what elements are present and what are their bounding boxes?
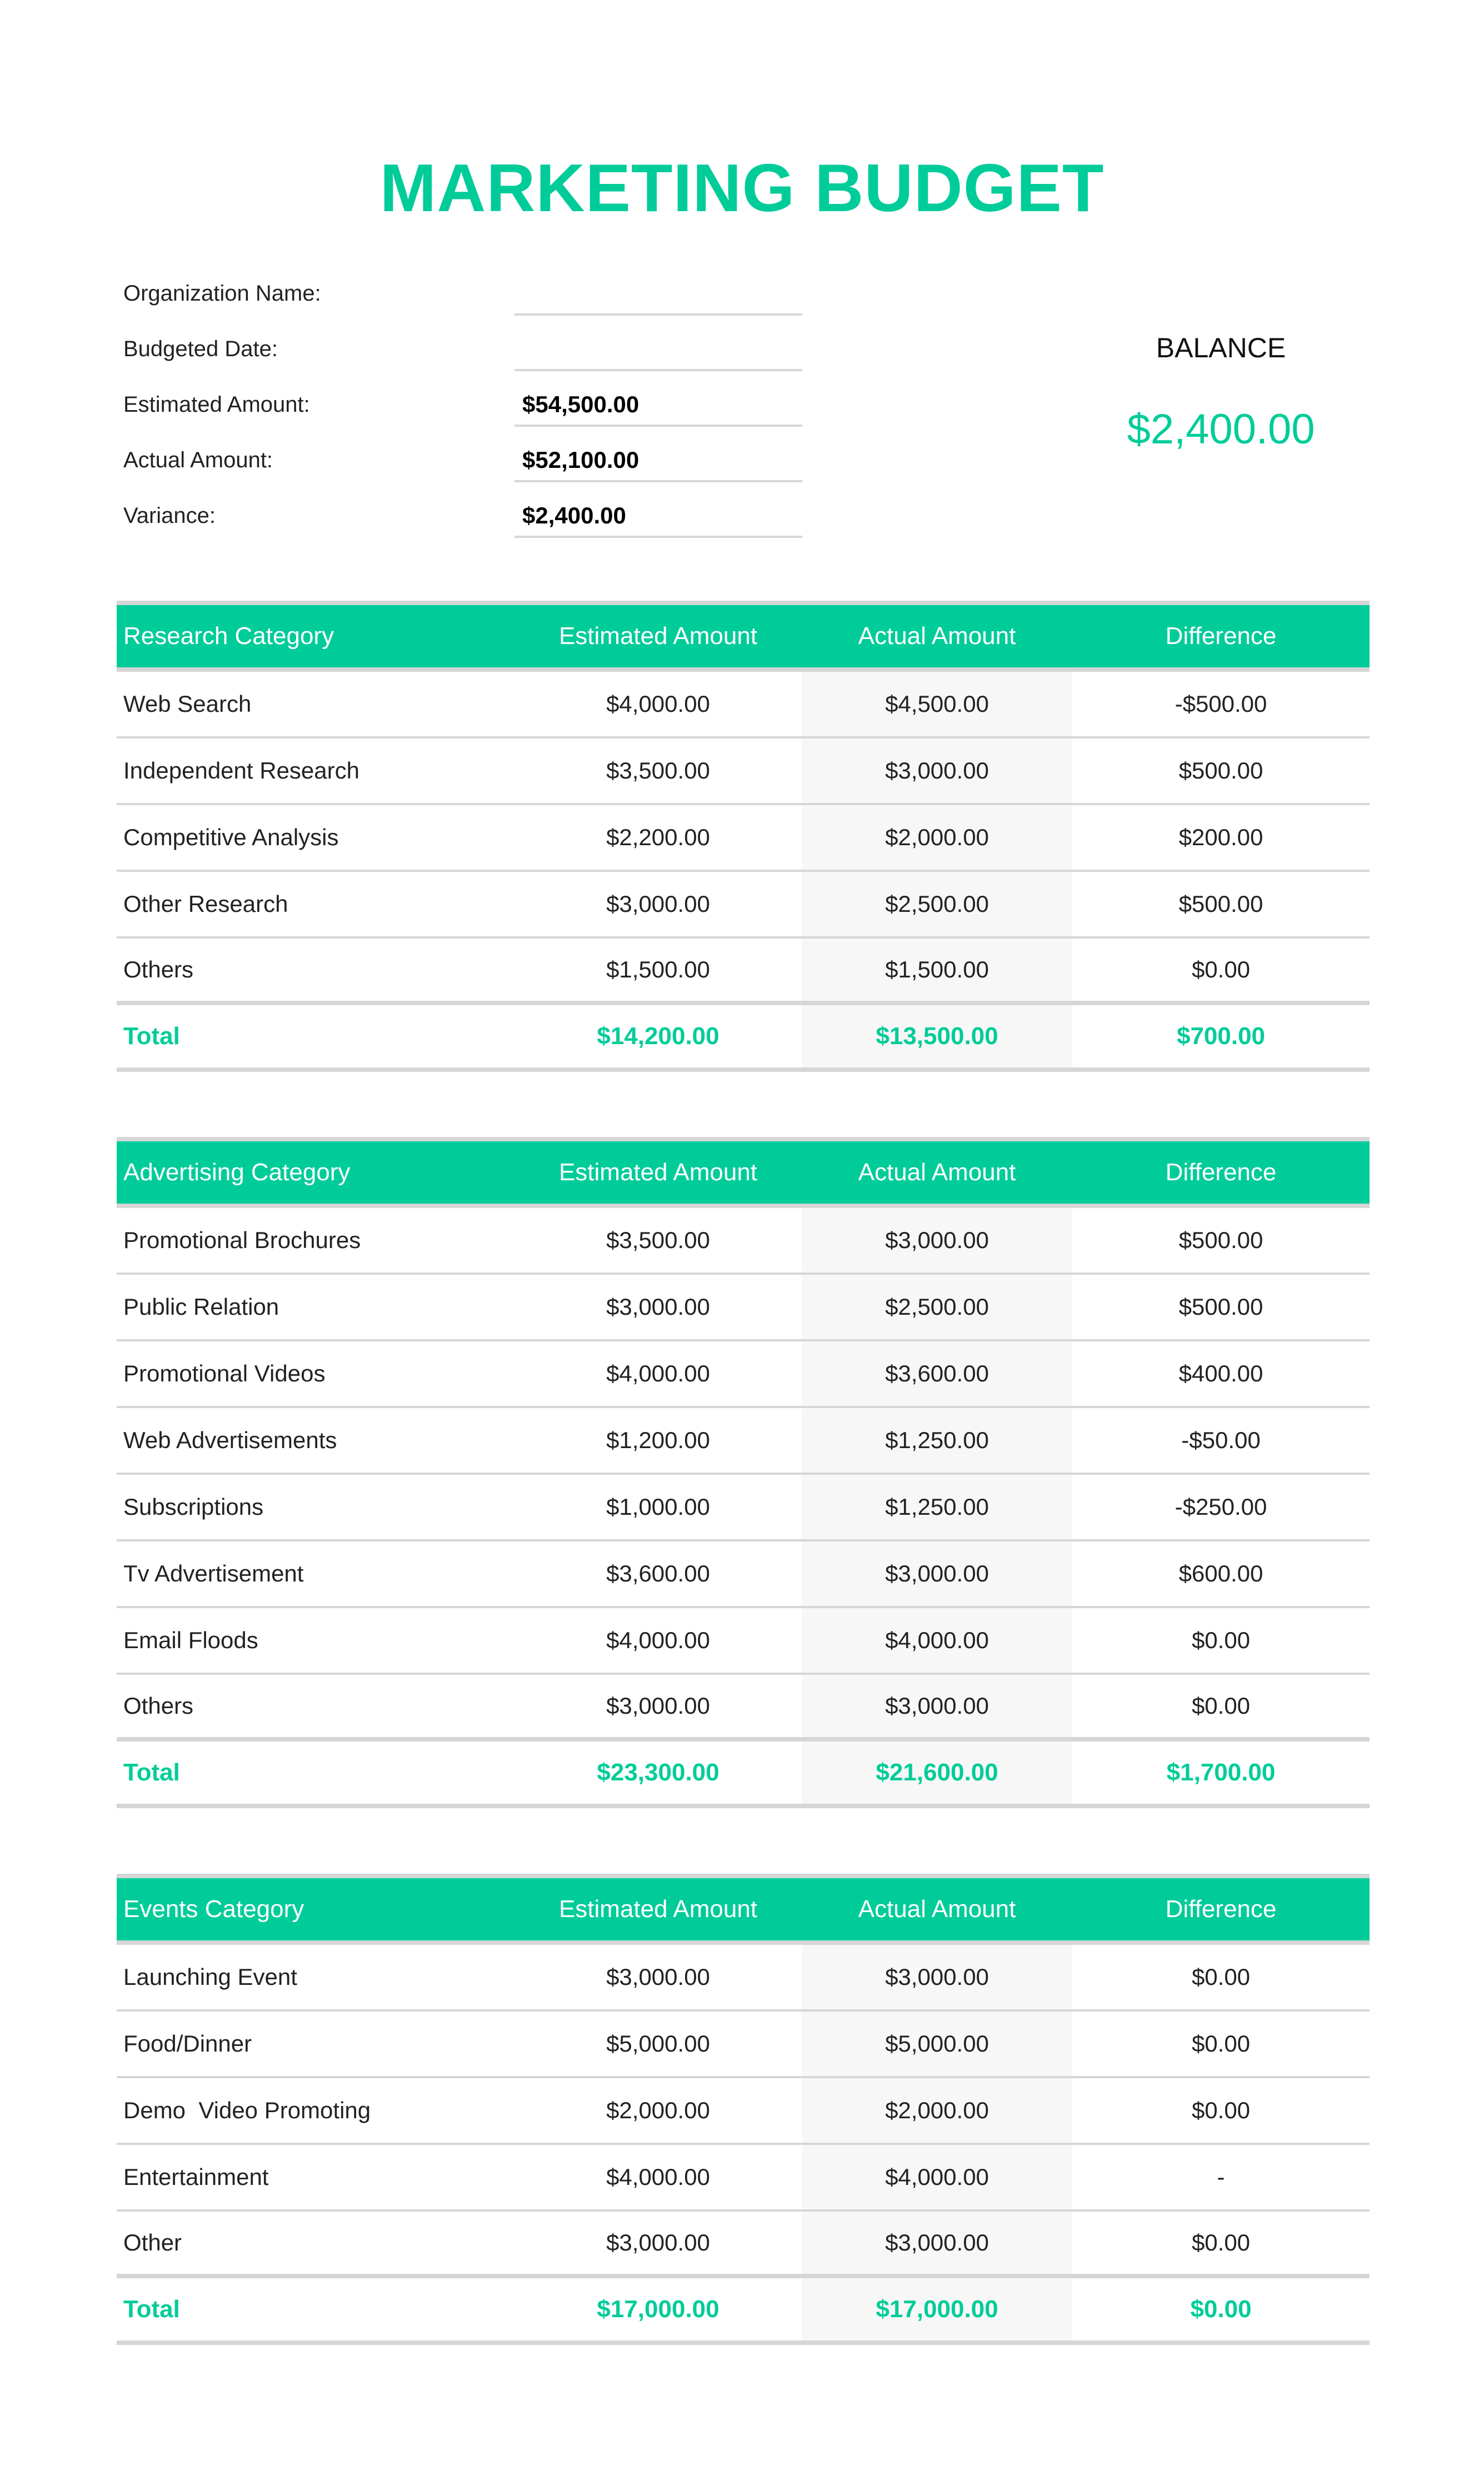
cell-actual[interactable]: $3,000.00 (802, 1208, 1072, 1273)
cell-difference: $0.00 (1191, 956, 1251, 982)
cell-category: Other Research (123, 891, 288, 917)
cell-estimated[interactable]: $3,500.00 (606, 1227, 710, 1253)
estimated-amount-value: $54,500.00 (522, 391, 639, 417)
cell-category: Others (123, 956, 194, 982)
cell-difference: -$250.00 (1175, 1494, 1267, 1520)
total-label: Total (123, 1759, 180, 1786)
variance-value: $2,400.00 (522, 502, 626, 528)
cell-difference: $500.00 (1178, 1227, 1263, 1253)
cell-estimated[interactable]: $1,200.00 (606, 1427, 710, 1453)
total-estimated: $17,000.00 (597, 2296, 719, 2323)
cell-category: Entertainment (123, 2164, 269, 2190)
cell-estimated[interactable]: $3,000.00 (606, 891, 710, 917)
cell-estimated[interactable]: $4,000.00 (606, 1627, 710, 1653)
cell-actual[interactable]: $1,250.00 (802, 1475, 1072, 1539)
cell-difference: $0.00 (1191, 1693, 1251, 1719)
cell-difference: $500.00 (1178, 1294, 1263, 1320)
variance-field (123, 482, 802, 538)
table-top-border (117, 1874, 1370, 1878)
header-difference: Difference (1165, 1895, 1277, 1923)
cell-estimated[interactable]: $2,200.00 (606, 824, 710, 850)
balance-label: BALANCE (1156, 332, 1286, 363)
cell-difference: -$50.00 (1181, 1427, 1261, 1453)
total-row (117, 1005, 1370, 1072)
cell-difference: $500.00 (1178, 891, 1263, 917)
cell-difference: $200.00 (1178, 824, 1263, 850)
cell-estimated[interactable]: $3,500.00 (606, 757, 710, 784)
cell-actual[interactable]: $4,000.00 (802, 2145, 1072, 2209)
cell-actual[interactable]: $1,500.00 (802, 939, 1072, 1001)
table-row (117, 939, 1370, 1005)
organization-name-label: Organization Name: (123, 281, 321, 306)
total-actual: $17,000.00 (802, 2278, 1072, 2341)
cell-actual[interactable]: $2,000.00 (802, 805, 1072, 870)
header-category: Events Category (123, 1895, 304, 1923)
cell-estimated[interactable]: $3,000.00 (606, 1964, 710, 1990)
cell-category: Promotional Brochures (123, 1227, 361, 1253)
cell-category: Launching Event (123, 1964, 297, 1990)
table-row (117, 805, 1370, 872)
cell-estimated[interactable]: $2,000.00 (606, 2097, 710, 2123)
table-row (117, 1945, 1370, 2012)
cell-difference: $0.00 (1191, 2030, 1251, 2057)
estimated-amount-field (123, 371, 802, 427)
table-row (117, 1208, 1370, 1275)
table-row (117, 1275, 1370, 1341)
table-top-border (117, 601, 1370, 605)
cell-actual[interactable]: $4,000.00 (802, 1608, 1072, 1673)
cell-difference: -$500.00 (1175, 691, 1267, 717)
header-category: Research Category (123, 622, 334, 650)
cell-estimated[interactable]: $4,000.00 (606, 2164, 710, 2190)
cell-category: Others (123, 1693, 194, 1719)
total-actual: $13,500.00 (802, 1005, 1072, 1067)
table-row (117, 1541, 1370, 1608)
cell-difference: $0.00 (1191, 1964, 1251, 1990)
header-estimated: Estimated Amount (558, 622, 758, 650)
cell-difference: $500.00 (1178, 757, 1263, 784)
table-row (117, 2078, 1370, 2145)
table-header-border (117, 1940, 1370, 1945)
page-title: MARKETING BUDGET (379, 150, 1105, 226)
cell-category: Demo Video Promoting (123, 2097, 371, 2123)
cell-category: Food/Dinner (123, 2030, 252, 2057)
table-row (117, 1675, 1370, 1742)
cell-actual[interactable]: $4,500.00 (802, 672, 1072, 736)
table-row (117, 1408, 1370, 1475)
cell-actual[interactable]: $2,500.00 (802, 1275, 1072, 1339)
actual-amount-field (123, 427, 802, 482)
cell-difference: $400.00 (1178, 1360, 1263, 1386)
cell-estimated[interactable]: $5,000.00 (606, 2030, 710, 2057)
table-row (117, 1608, 1370, 1675)
total-estimated: $14,200.00 (597, 1022, 719, 1050)
cell-difference: $0.00 (1191, 2229, 1251, 2256)
cell-actual[interactable]: $3,000.00 (802, 1945, 1072, 2009)
total-label: Total (123, 2296, 180, 2323)
cell-difference: - (1217, 2164, 1225, 2190)
total-difference: $1,700.00 (1166, 1759, 1276, 1786)
table-top-border (117, 1137, 1370, 1141)
table-header-border (117, 667, 1370, 672)
cell-category: Other (123, 2229, 182, 2256)
cell-estimated[interactable]: $1,000.00 (606, 1494, 710, 1520)
total-estimated: $23,300.00 (597, 1759, 719, 1786)
table-row (117, 1475, 1370, 1541)
total-difference: $0.00 (1190, 2296, 1252, 2323)
total-row (117, 1742, 1370, 1808)
header-actual: Actual Amount (858, 1895, 1016, 1923)
cell-category: Competitive Analysis (123, 824, 339, 850)
table-row (117, 2212, 1370, 2278)
cell-category: Promotional Videos (123, 1360, 326, 1386)
cell-category: Tv Advertisement (123, 1560, 304, 1586)
header-estimated: Estimated Amount (558, 1159, 758, 1186)
header-actual: Actual Amount (858, 622, 1016, 650)
total-actual: $21,600.00 (802, 1742, 1072, 1804)
cell-actual[interactable]: $1,250.00 (802, 1408, 1072, 1473)
table-row (117, 672, 1370, 738)
cell-actual[interactable]: $3,000.00 (802, 738, 1072, 803)
cell-difference: $0.00 (1191, 2097, 1251, 2123)
cell-estimated[interactable]: $3,000.00 (606, 1693, 710, 1719)
balance-value: $2,400.00 (1127, 406, 1315, 453)
header-actual: Actual Amount (858, 1159, 1016, 1186)
table-row (117, 872, 1370, 939)
variance-label: Variance: (123, 503, 216, 528)
table-row (117, 2145, 1370, 2212)
cell-actual[interactable]: $3,000.00 (802, 2212, 1072, 2274)
actual-amount-label: Actual Amount: (123, 448, 273, 472)
table-row (117, 2012, 1370, 2078)
cell-estimated[interactable]: $4,000.00 (606, 691, 710, 717)
research-table (117, 601, 1370, 1072)
cell-estimated[interactable]: $1,500.00 (606, 956, 710, 982)
cell-category: Web Search (123, 691, 252, 717)
total-label: Total (123, 1022, 180, 1050)
cell-actual[interactable]: $3,000.00 (802, 1541, 1072, 1606)
table-row (117, 1341, 1370, 1408)
cell-category: Web Advertisements (123, 1427, 337, 1453)
table-header (117, 1878, 1370, 1940)
cell-category: Subscriptions (123, 1494, 264, 1520)
total-difference: $700.00 (1176, 1022, 1266, 1050)
cell-difference: $0.00 (1191, 1627, 1251, 1653)
cell-estimated[interactable]: $4,000.00 (606, 1360, 710, 1386)
variance-underline (514, 536, 802, 538)
actual-amount-value: $52,100.00 (522, 447, 639, 473)
budgeted-date-label: Budgeted Date: (123, 337, 278, 361)
table-header (117, 1141, 1370, 1204)
estimated-amount-label: Estimated Amount: (123, 392, 310, 417)
organization-name-field (123, 260, 802, 316)
cell-estimated[interactable]: $3,000.00 (606, 2229, 710, 2256)
events-table (117, 1874, 1370, 2345)
cell-difference: $600.00 (1178, 1560, 1263, 1586)
cell-category: Public Relation (123, 1294, 279, 1320)
advertising-table (117, 1137, 1370, 1808)
table-row (117, 738, 1370, 805)
cell-actual[interactable]: $3,600.00 (802, 1341, 1072, 1406)
table-header-border (117, 1204, 1370, 1208)
cell-category: Independent Research (123, 757, 359, 784)
cell-estimated[interactable]: $3,600.00 (606, 1560, 710, 1586)
header-category: Advertising Category (123, 1159, 351, 1186)
table-header (117, 605, 1370, 667)
cell-category: Email Floods (123, 1627, 258, 1653)
cell-actual[interactable]: $2,000.00 (802, 2078, 1072, 2143)
budgeted-date-field (123, 316, 802, 371)
header-estimated: Estimated Amount (558, 1895, 758, 1923)
cell-actual[interactable]: $3,000.00 (802, 1675, 1072, 1737)
cell-actual[interactable]: $5,000.00 (802, 2012, 1072, 2076)
header-difference: Difference (1165, 1159, 1277, 1186)
cell-actual[interactable]: $2,500.00 (802, 872, 1072, 936)
header-difference: Difference (1165, 622, 1277, 650)
total-row (117, 2278, 1370, 2345)
cell-estimated[interactable]: $3,000.00 (606, 1294, 710, 1320)
